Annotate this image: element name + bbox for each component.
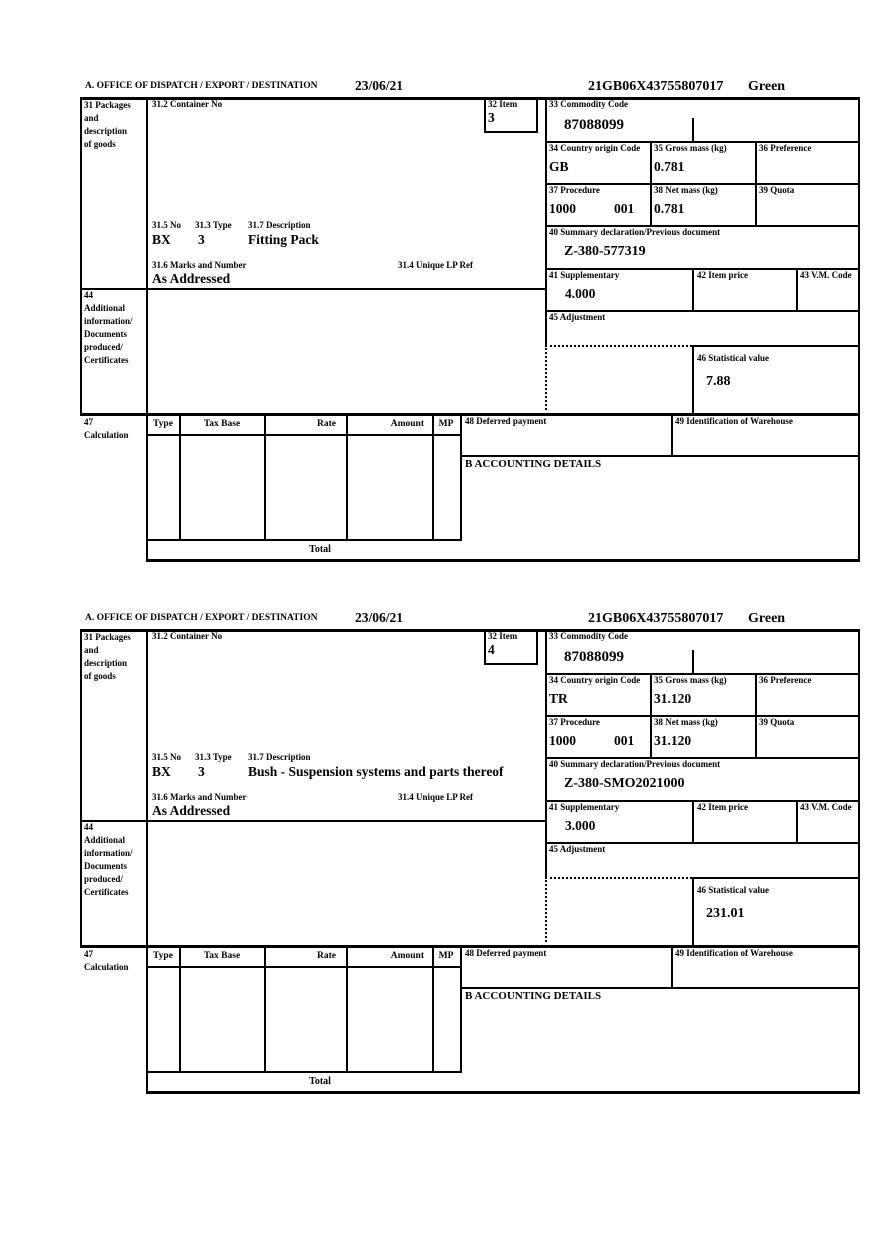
grid-line: [146, 1071, 462, 1073]
preference-label: 36 Preference: [759, 675, 812, 685]
calc-header-rate: Rate: [317, 951, 336, 961]
dotted-line: [545, 877, 692, 879]
grid-line: [432, 947, 434, 1071]
additional-info-label-line: Documents: [84, 861, 127, 871]
grid-line: [650, 141, 652, 225]
net-mass-label: 38 Net mass (kg): [654, 717, 718, 727]
supplementary-label: 41 Supplementary: [549, 270, 620, 280]
grid-line: [460, 455, 858, 457]
grid-line: [460, 415, 462, 539]
grid-line: [692, 345, 694, 413]
country-origin-label: 34 Country origin Code: [549, 143, 641, 153]
goods-description-value: Fitting Pack: [248, 232, 319, 247]
statistical-value-label: 46 Statistical value: [697, 353, 769, 363]
procedure-value-2: 001: [614, 733, 635, 748]
additional-info-label-line: Additional: [84, 835, 126, 845]
deferred-payment-label: 48 Deferred payment: [465, 948, 547, 958]
grid-line: [796, 800, 798, 842]
grid-line: [146, 539, 462, 541]
previous-document-value: Z-380-SMO2021000: [564, 776, 685, 791]
additional-info-label-line: Certificates: [84, 355, 129, 365]
packages-label-line: of goods: [84, 671, 116, 681]
grid-line: [858, 629, 860, 1091]
grid-line: [146, 559, 860, 562]
grid-line: [796, 268, 798, 310]
grid-line: [692, 877, 694, 945]
packages-label-line: 31 Packages: [84, 100, 131, 110]
calc-total-label: Total: [309, 1076, 331, 1087]
grid-line: [146, 629, 148, 1091]
item-label: 32 Item: [488, 631, 518, 641]
declaration-date: 23/06/21: [355, 78, 404, 93]
marks-label: 31.6 Marks and Number: [152, 792, 247, 802]
calc-header-rate: Rate: [317, 419, 336, 429]
grid-line: [146, 1091, 860, 1094]
vm-code-label: 43 V.M. Code: [800, 802, 852, 812]
item-price-label: 42 Item price: [697, 270, 748, 280]
adjustment-label: 45 Adjustment: [549, 312, 606, 322]
calc-header-mp: MP: [438, 951, 454, 961]
additional-info-label-line: Documents: [84, 329, 127, 339]
country-origin-label: 34 Country origin Code: [549, 675, 641, 685]
previous-document-label: 40 Summary declaration/Previous document: [549, 227, 721, 237]
vm-code-label: 43 V.M. Code: [800, 270, 852, 280]
additional-info-label-line: produced/: [84, 342, 123, 352]
unique-lp-ref-label: 31.4 Unique LP Ref: [398, 792, 474, 802]
grid-line: [755, 673, 757, 757]
commodity-code-label: 33 Commodity Code: [549, 631, 628, 641]
commodity-code-divider: [692, 118, 694, 141]
package-type-label: 31.3 Type: [195, 220, 232, 230]
quota-label: 39 Quota: [759, 185, 795, 195]
unique-lp-ref-label: 31.4 Unique LP Ref: [398, 260, 474, 270]
office-of-dispatch-label: A. OFFICE OF DISPATCH / EXPORT / DESTINATION: [85, 81, 318, 91]
package-type-value: 3: [198, 232, 205, 247]
calc-header-type: Type: [153, 951, 173, 961]
grid-line: [858, 97, 860, 559]
office-of-dispatch-label: A. OFFICE OF DISPATCH / EXPORT / DESTINATION: [85, 613, 318, 623]
grid-line: [692, 345, 858, 347]
grid-line: [692, 800, 694, 842]
grid-line: [346, 415, 348, 539]
gross-mass-label: 35 Gross mass (kg): [654, 675, 727, 685]
grid-line: [460, 947, 462, 1071]
grid-line: [80, 629, 82, 945]
country-origin-value: TR: [549, 691, 568, 706]
quota-label: 39 Quota: [759, 717, 795, 727]
adjustment-label: 45 Adjustment: [549, 844, 606, 854]
calculation-label-line: 47: [84, 417, 93, 427]
package-type-label: 31.3 Type: [195, 752, 232, 762]
container-no-label: 31.2 Container No: [152, 631, 223, 641]
commodity-code-value: 87088099: [564, 117, 624, 133]
package-no-value: BX: [152, 232, 171, 247]
routing-status: Green: [748, 611, 786, 626]
country-origin-value: GB: [549, 159, 569, 174]
grid-line: [80, 820, 546, 822]
package-type-value: 3: [198, 764, 205, 779]
marks-value: As Addressed: [152, 803, 231, 818]
grid-line: [146, 97, 148, 559]
additional-info-label-line: information/: [84, 848, 133, 858]
grid-line: [692, 877, 858, 879]
item-price-label: 42 Item price: [697, 802, 748, 812]
calc-header-tax-base: Tax Base: [203, 419, 241, 429]
statistical-value-label: 46 Statistical value: [697, 885, 769, 895]
grid-line: [146, 966, 462, 968]
item-label: 32 Item: [488, 99, 518, 109]
previous-document-label: 40 Summary declaration/Previous document: [549, 759, 721, 769]
goods-description-value: Bush - Suspension systems and parts thereof: [248, 764, 504, 779]
description-label: 31.7 Description: [248, 752, 311, 762]
warehouse-id-label: 49 Identification of Warehouse: [675, 948, 793, 958]
gross-mass-label: 35 Gross mass (kg): [654, 143, 727, 153]
grid-line: [264, 415, 266, 539]
declaration-item-section: [0, 610, 882, 1110]
grid-line: [346, 947, 348, 1071]
calc-total-label: Total: [309, 544, 331, 555]
marks-value: As Addressed: [152, 271, 231, 286]
description-label: 31.7 Description: [248, 220, 311, 230]
additional-info-label-line: Additional: [84, 303, 126, 313]
supplementary-label: 41 Supplementary: [549, 802, 620, 812]
container-no-label: 31.2 Container No: [152, 99, 223, 109]
preference-label: 36 Preference: [759, 143, 812, 153]
calc-header-amount: Amount: [390, 951, 424, 961]
packages-label-line: of goods: [84, 139, 116, 149]
routing-status: Green: [748, 79, 786, 94]
grid-line: [146, 434, 462, 436]
calculation-label-line: 47: [84, 949, 93, 959]
gross-mass-value: 31.120: [654, 691, 692, 706]
item-number-value: 3: [488, 110, 495, 125]
grid-line: [545, 629, 547, 877]
warehouse-id-label: 49 Identification of Warehouse: [675, 416, 793, 426]
previous-document-value: Z-380-577319: [564, 244, 646, 259]
additional-info-label-line: information/: [84, 316, 133, 326]
procedure-label: 37 Procedure: [549, 185, 600, 195]
packages-label-line: and: [84, 645, 99, 655]
calc-header-tax-base: Tax Base: [203, 951, 241, 961]
procedure-label: 37 Procedure: [549, 717, 600, 727]
commodity-code-label: 33 Commodity Code: [549, 99, 628, 109]
grid-line: [179, 415, 181, 539]
grid-line: [80, 288, 546, 290]
grid-line: [264, 947, 266, 1071]
dotted-line: [545, 877, 547, 942]
procedure-value-2: 001: [614, 201, 635, 216]
grid-line: [545, 97, 547, 345]
additional-info-label-line: Certificates: [84, 887, 129, 897]
package-no-label: 31.5 No: [152, 752, 181, 762]
procedure-value: 1000: [549, 201, 576, 216]
additional-info-label-line: 44: [84, 290, 93, 300]
commodity-code-divider: [692, 650, 694, 673]
calculation-label-line: Calculation: [84, 962, 129, 972]
dotted-line: [545, 345, 692, 347]
deferred-payment-label: 48 Deferred payment: [465, 416, 547, 426]
packages-label-line: and: [84, 113, 99, 123]
packages-label-line: description: [84, 126, 128, 136]
mrn-value: 21GB06X43755807017: [588, 79, 724, 94]
item-number-value: 4: [488, 642, 495, 657]
marks-label: 31.6 Marks and Number: [152, 260, 247, 270]
net-mass-label: 38 Net mass (kg): [654, 185, 718, 195]
procedure-value: 1000: [549, 733, 576, 748]
package-no-label: 31.5 No: [152, 220, 181, 230]
net-mass-value: 31.120: [654, 733, 692, 748]
package-no-value: BX: [152, 764, 171, 779]
supplementary-value: 3.000: [565, 818, 596, 833]
declaration-date: 23/06/21: [355, 610, 404, 625]
additional-info-label-line: 44: [84, 822, 93, 832]
calc-header-mp: MP: [438, 419, 454, 429]
accounting-details-label: B ACCOUNTING DETAILS: [465, 458, 602, 470]
calc-header-type: Type: [153, 419, 173, 429]
grid-line: [692, 268, 694, 310]
grid-line: [755, 141, 757, 225]
grid-line: [460, 987, 858, 989]
gross-mass-value: 0.781: [654, 159, 685, 174]
net-mass-value: 0.781: [654, 201, 685, 216]
dotted-line: [545, 345, 547, 410]
packages-label-line: description: [84, 658, 128, 668]
grid-line: [650, 673, 652, 757]
accounting-details-label: B ACCOUNTING DETAILS: [465, 990, 602, 1002]
grid-line: [671, 415, 673, 455]
calculation-label-line: Calculation: [84, 430, 129, 440]
mrn-value: 21GB06X43755807017: [588, 611, 724, 626]
declaration-item-section: [0, 78, 882, 578]
grid-line: [671, 947, 673, 987]
statistical-value: 7.88: [706, 374, 731, 389]
packages-label-line: 31 Packages: [84, 632, 131, 642]
grid-line: [432, 415, 434, 539]
supplementary-value: 4.000: [565, 286, 596, 301]
statistical-value: 231.01: [706, 906, 745, 921]
additional-info-label-line: produced/: [84, 874, 123, 884]
grid-line: [179, 947, 181, 1071]
calc-header-amount: Amount: [390, 419, 424, 429]
grid-line: [80, 97, 82, 413]
commodity-code-value: 87088099: [564, 649, 624, 665]
